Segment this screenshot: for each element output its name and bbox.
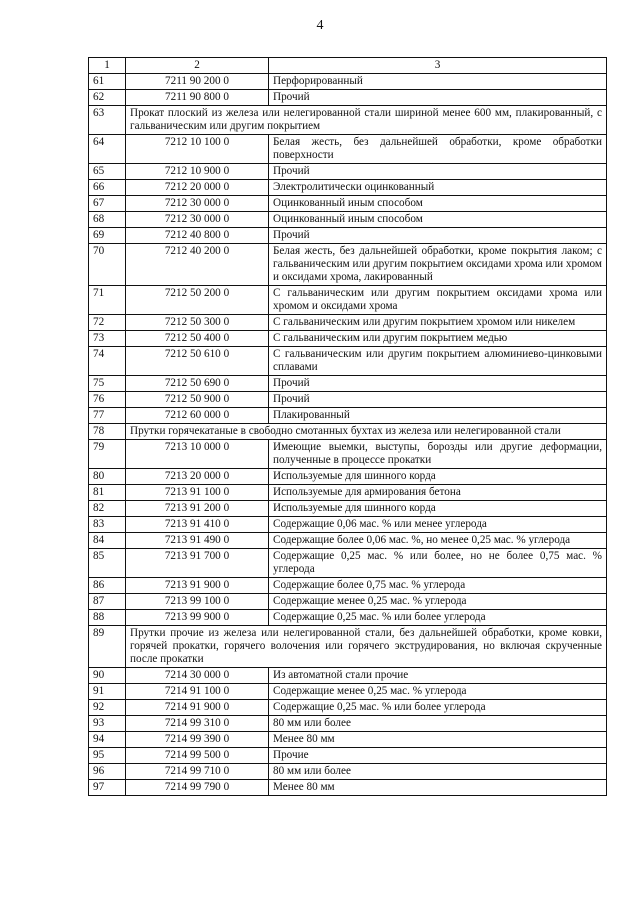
commodity-code: 7212 50 300 0 xyxy=(126,315,269,331)
row-number: 70 xyxy=(89,244,126,286)
commodity-code: 7211 90 800 0 xyxy=(126,90,269,106)
commodity-code: 7214 99 710 0 xyxy=(126,764,269,780)
table-row xyxy=(89,392,607,408)
commodity-description: С гальваническим или другим покрытием медью xyxy=(269,331,607,347)
row-number: 74 xyxy=(89,347,126,376)
row-number: 67 xyxy=(89,196,126,212)
row-number: 61 xyxy=(89,74,126,90)
commodity-description: Оцинкованный иным способом xyxy=(269,196,607,212)
row-number: 78 xyxy=(89,424,126,440)
table-body xyxy=(89,74,607,796)
commodity-description: Менее 80 мм xyxy=(269,780,607,796)
commodity-code: 7213 91 900 0 xyxy=(126,578,269,594)
commodity-description: Плакированный xyxy=(269,408,607,424)
table-row xyxy=(89,164,607,180)
table-row xyxy=(89,331,607,347)
row-number: 94 xyxy=(89,732,126,748)
row-number: 73 xyxy=(89,331,126,347)
column-header-1: 1 xyxy=(89,58,126,74)
table-row xyxy=(89,315,607,331)
row-number: 76 xyxy=(89,392,126,408)
table-row xyxy=(89,668,607,684)
table-row xyxy=(89,286,607,315)
commodity-description: Содержащие 0,06 мас. % или менее углерода xyxy=(269,517,607,533)
row-number: 83 xyxy=(89,517,126,533)
table-row xyxy=(89,347,607,376)
commodity-code: 7214 30 000 0 xyxy=(126,668,269,684)
commodity-description: Белая жесть, без дальнейшей обработки, кроме покрытия лаком; с гальваническим или другим покрытием оксидами хрома или хромом и оксидами хрома, лакированный xyxy=(269,244,607,286)
row-number: 92 xyxy=(89,700,126,716)
commodity-description: Используемые для шинного корда xyxy=(269,501,607,517)
table-row xyxy=(89,135,607,164)
commodity-code: 7213 91 490 0 xyxy=(126,533,269,549)
commodity-code: 7213 91 100 0 xyxy=(126,485,269,501)
commodity-code: 7212 50 610 0 xyxy=(126,347,269,376)
page-number: 4 xyxy=(316,18,324,33)
row-number: 88 xyxy=(89,610,126,626)
table-row xyxy=(89,578,607,594)
commodity-code: 7212 60 000 0 xyxy=(126,408,269,424)
commodity-code: 7212 50 690 0 xyxy=(126,376,269,392)
row-number: 91 xyxy=(89,684,126,700)
table-row xyxy=(89,469,607,485)
commodity-description: Содержащие более 0,75 мас. % углерода xyxy=(269,578,607,594)
table-row xyxy=(89,74,607,90)
commodity-code: 7214 99 500 0 xyxy=(126,748,269,764)
table-row xyxy=(89,440,607,469)
column-header-3: 3 xyxy=(269,58,607,74)
row-number: 69 xyxy=(89,228,126,244)
table-row xyxy=(89,244,607,286)
table-row xyxy=(89,517,607,533)
table-row xyxy=(89,533,607,549)
column-header-2: 2 xyxy=(126,58,269,74)
row-number: 93 xyxy=(89,716,126,732)
commodity-description: Прочий xyxy=(269,392,607,408)
commodity-description: Прочий xyxy=(269,376,607,392)
row-number: 95 xyxy=(89,748,126,764)
row-number: 84 xyxy=(89,533,126,549)
commodity-code: 7214 91 100 0 xyxy=(126,684,269,700)
commodity-code: 7214 99 310 0 xyxy=(126,716,269,732)
commodity-code: 7212 40 200 0 xyxy=(126,244,269,286)
commodity-description: Используемые для армирования бетона xyxy=(269,485,607,501)
table-row xyxy=(89,626,607,668)
row-number: 97 xyxy=(89,780,126,796)
row-number: 64 xyxy=(89,135,126,164)
row-number: 75 xyxy=(89,376,126,392)
table-header-row xyxy=(89,58,607,74)
commodity-description: Содержащие более 0,06 мас. %, но менее 0,25 мас. % углерода xyxy=(269,533,607,549)
commodity-code: 7212 50 400 0 xyxy=(126,331,269,347)
group-heading: Прокат плоский из железа или нелегированной стали шириной менее 600 мм, плакированный, с гальваническим или другим покрытием xyxy=(126,106,607,135)
table-row xyxy=(89,684,607,700)
commodity-code: 7213 91 410 0 xyxy=(126,517,269,533)
row-number: 89 xyxy=(89,626,126,668)
table-row xyxy=(89,485,607,501)
row-number: 81 xyxy=(89,485,126,501)
row-number: 72 xyxy=(89,315,126,331)
table-row xyxy=(89,549,607,578)
table-row xyxy=(89,501,607,517)
commodity-code: 7212 40 800 0 xyxy=(126,228,269,244)
commodity-description: Прочий xyxy=(269,228,607,244)
commodity-description: Содержащие 0,25 мас. % или более углерода xyxy=(269,610,607,626)
commodity-code: 7212 20 000 0 xyxy=(126,180,269,196)
table-row xyxy=(89,376,607,392)
row-number: 66 xyxy=(89,180,126,196)
row-number: 62 xyxy=(89,90,126,106)
row-number: 86 xyxy=(89,578,126,594)
table-row xyxy=(89,780,607,796)
table-row xyxy=(89,610,607,626)
table-row xyxy=(89,748,607,764)
commodity-code: 7211 90 200 0 xyxy=(126,74,269,90)
commodity-description: Белая жесть, без дальнейшей обработки, кроме обработки поверхности xyxy=(269,135,607,164)
commodity-description: Менее 80 мм xyxy=(269,732,607,748)
commodity-code: 7214 99 390 0 xyxy=(126,732,269,748)
commodity-code: 7214 99 790 0 xyxy=(126,780,269,796)
commodity-description: Перфорированный xyxy=(269,74,607,90)
commodity-description: Прочие xyxy=(269,748,607,764)
commodity-code: 7212 10 100 0 xyxy=(126,135,269,164)
commodity-description: Электролитически оцинкованный xyxy=(269,180,607,196)
table-row xyxy=(89,228,607,244)
row-number: 77 xyxy=(89,408,126,424)
row-number: 79 xyxy=(89,440,126,469)
row-number: 87 xyxy=(89,594,126,610)
table-row xyxy=(89,716,607,732)
group-heading: Прутки горячекатаные в свободно смотанных бухтах из железа или нелегированной стали xyxy=(126,424,607,440)
commodity-description: 80 мм или более xyxy=(269,716,607,732)
commodity-description: Содержащие 0,25 мас. % или более, но не более 0,75 мас. % углерода xyxy=(269,549,607,578)
commodity-description: Используемые для шинного корда xyxy=(269,469,607,485)
commodity-description: Имеющие выемки, выступы, борозды или другие деформации, полученные в процессе прокатки xyxy=(269,440,607,469)
table-row xyxy=(89,424,607,440)
table-row xyxy=(89,106,607,135)
commodity-description: Из автоматной стали прочие xyxy=(269,668,607,684)
commodity-code-table xyxy=(88,57,607,796)
table-row xyxy=(89,700,607,716)
commodity-description: Прочий xyxy=(269,164,607,180)
commodity-description: С гальваническим или другим покрытием оксидами хрома или хромом и оксидами хрома xyxy=(269,286,607,315)
commodity-description: С гальваническим или другим покрытием алюминиево-цинковыми сплавами xyxy=(269,347,607,376)
row-number: 85 xyxy=(89,549,126,578)
commodity-code: 7212 10 900 0 xyxy=(126,164,269,180)
table-row xyxy=(89,764,607,780)
commodity-description: Содержащие менее 0,25 мас. % углерода xyxy=(269,594,607,610)
table-row xyxy=(89,212,607,228)
table-row xyxy=(89,180,607,196)
commodity-description: Прочий xyxy=(269,90,607,106)
row-number: 90 xyxy=(89,668,126,684)
commodity-code: 7213 10 000 0 xyxy=(126,440,269,469)
row-number: 80 xyxy=(89,469,126,485)
row-number: 65 xyxy=(89,164,126,180)
table-row xyxy=(89,90,607,106)
row-number: 71 xyxy=(89,286,126,315)
commodity-description: 80 мм или более xyxy=(269,764,607,780)
commodity-code: 7213 91 700 0 xyxy=(126,549,269,578)
commodity-code: 7213 20 000 0 xyxy=(126,469,269,485)
commodity-description: Оцинкованный иным способом xyxy=(269,212,607,228)
commodity-description: Содержащие 0,25 мас. % или более углерода xyxy=(269,700,607,716)
commodity-code: 7212 50 200 0 xyxy=(126,286,269,315)
commodity-description: С гальваническим или другим покрытием хромом или никелем xyxy=(269,315,607,331)
commodity-code: 7214 91 900 0 xyxy=(126,700,269,716)
table-row xyxy=(89,594,607,610)
row-number: 82 xyxy=(89,501,126,517)
commodity-code: 7213 99 900 0 xyxy=(126,610,269,626)
commodity-code: 7212 30 000 0 xyxy=(126,212,269,228)
commodity-code: 7213 91 200 0 xyxy=(126,501,269,517)
commodity-code: 7212 30 000 0 xyxy=(126,196,269,212)
table-row xyxy=(89,196,607,212)
row-number: 63 xyxy=(89,106,126,135)
row-number: 96 xyxy=(89,764,126,780)
commodity-code: 7213 99 100 0 xyxy=(126,594,269,610)
table-row xyxy=(89,732,607,748)
commodity-code: 7212 50 900 0 xyxy=(126,392,269,408)
commodity-description: Содержащие менее 0,25 мас. % углерода xyxy=(269,684,607,700)
group-heading: Прутки прочие из железа или нелегированной стали, без дальнейшей обработки, кроме ковки, горячей прокатки, горячего волочения или горячего экструдирования, но включая скрученные после прокатки xyxy=(126,626,607,668)
table-row xyxy=(89,408,607,424)
row-number: 68 xyxy=(89,212,126,228)
